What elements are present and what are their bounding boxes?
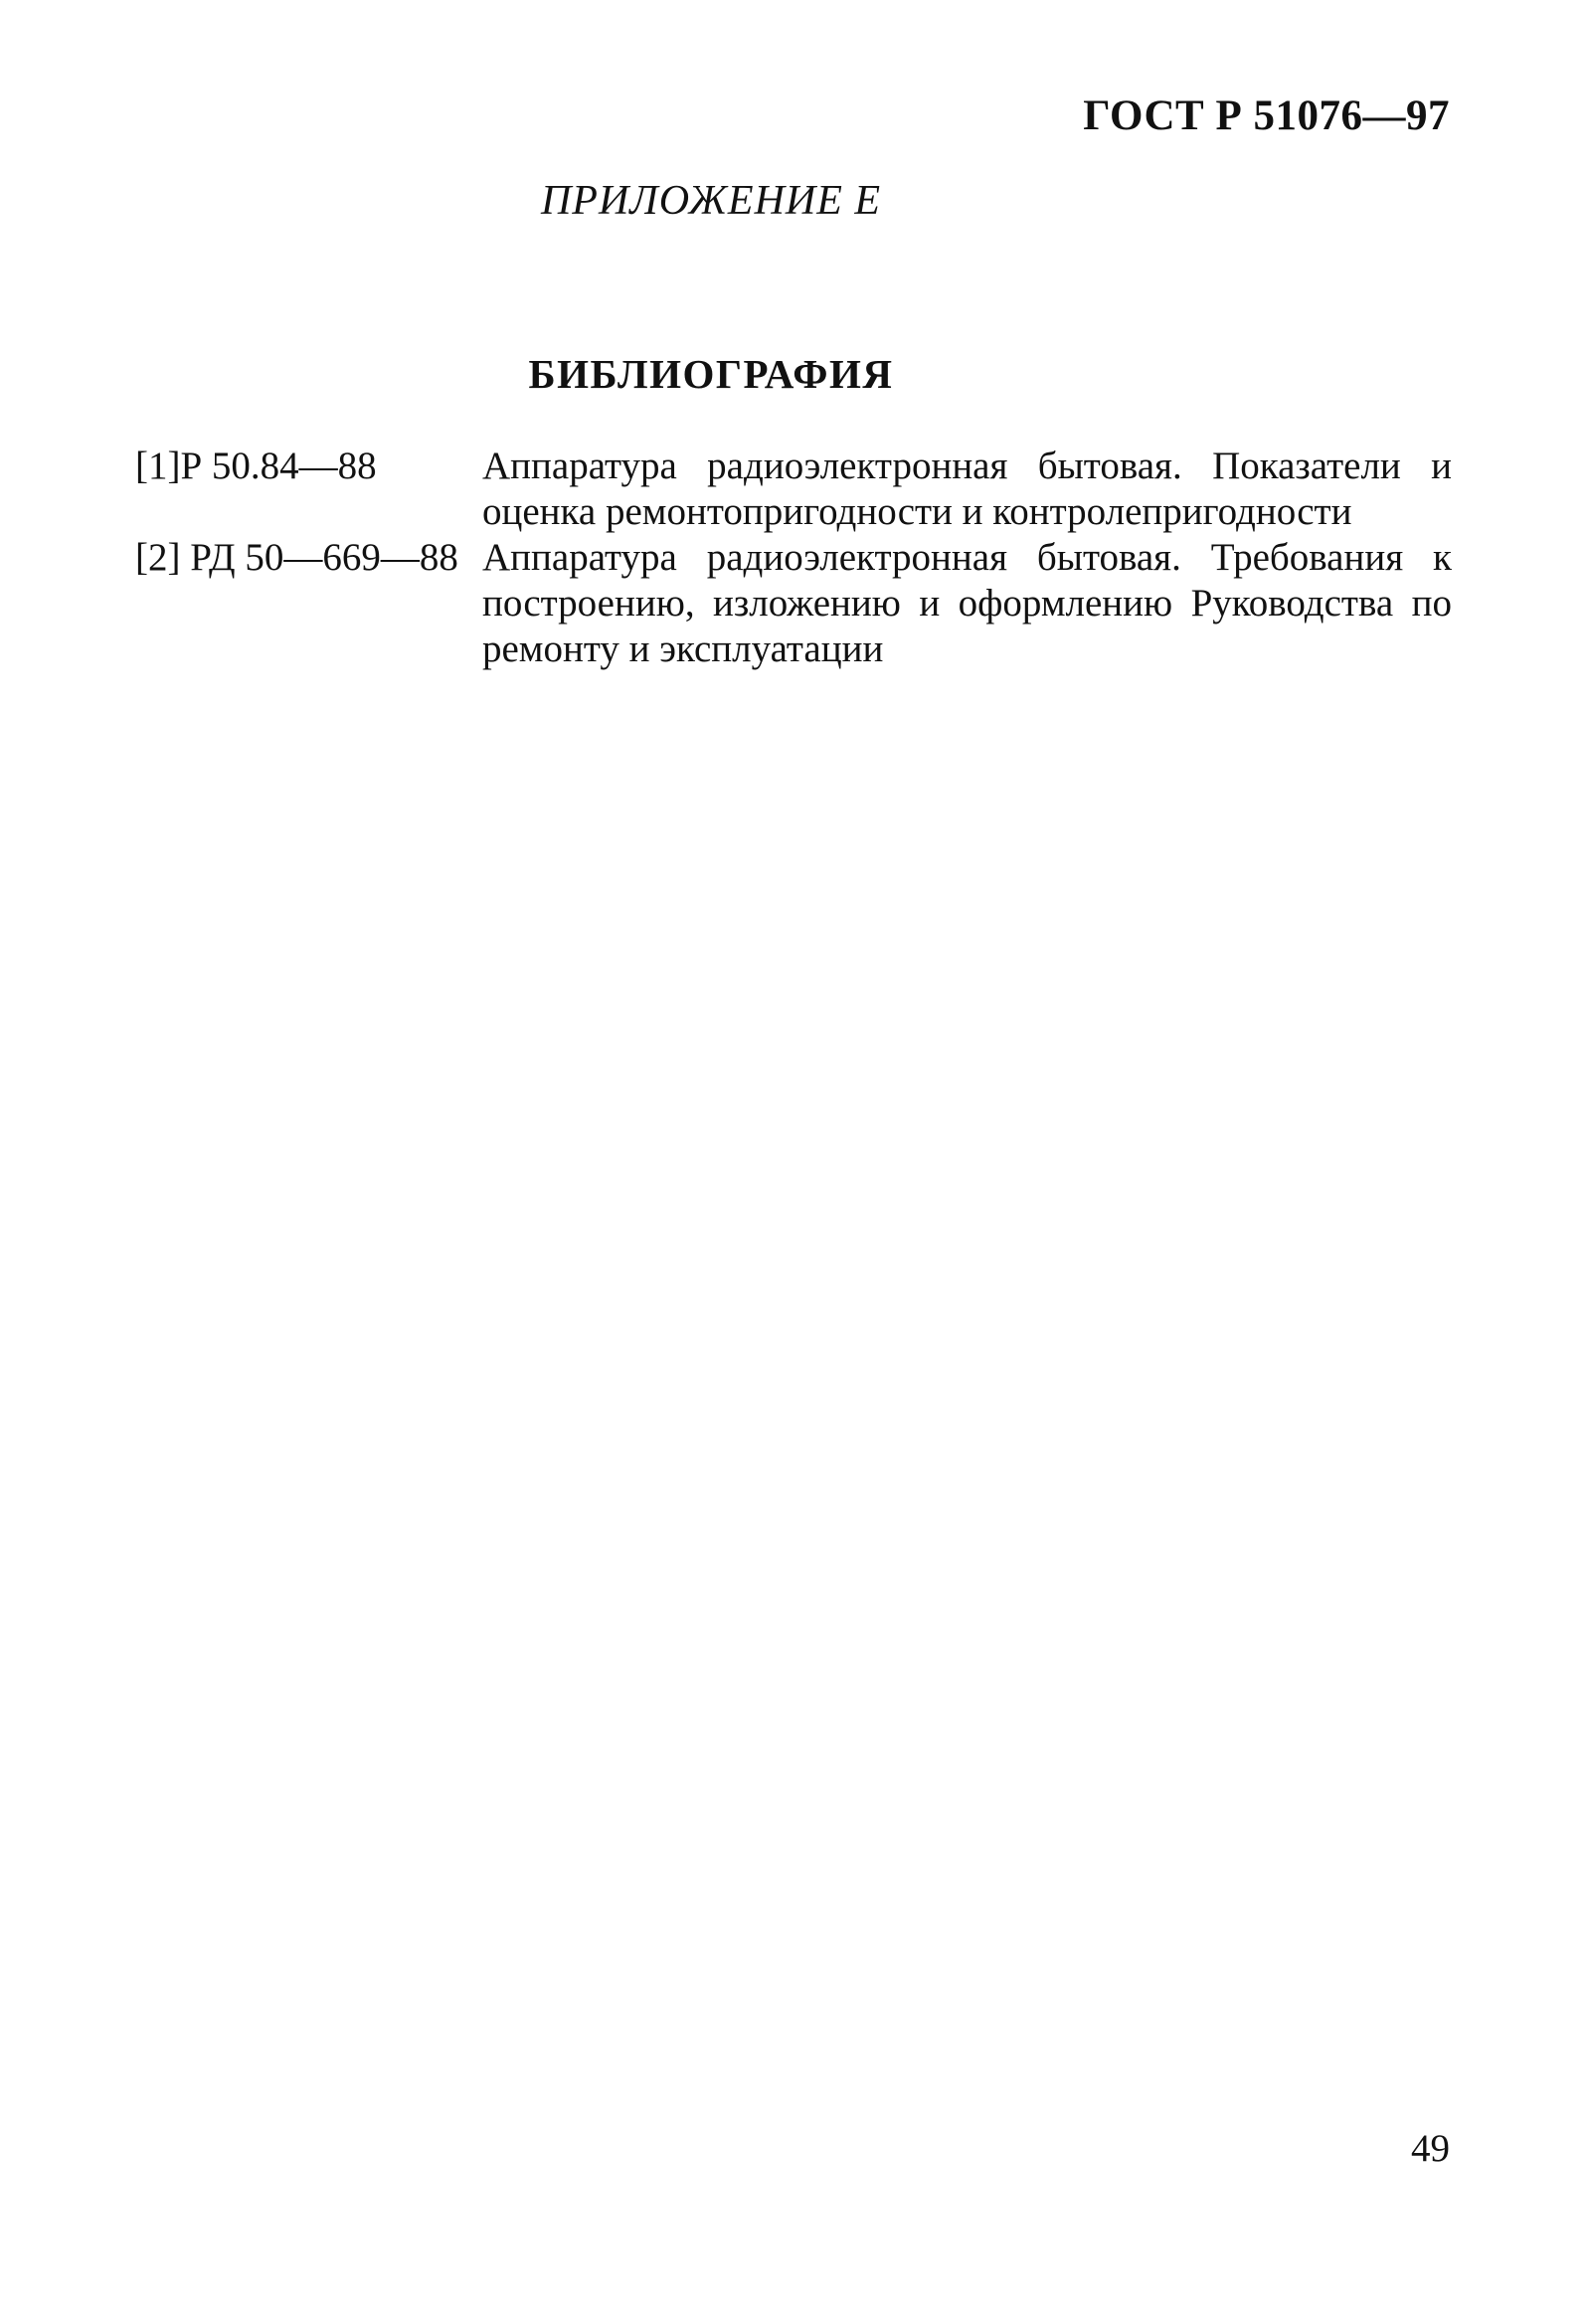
bibliography-ref: [2] РД 50—669—88 <box>135 536 458 579</box>
bibliography-ref: [1]Р 50.84—88 <box>135 445 377 487</box>
page-number: 49 <box>1411 2127 1450 2170</box>
bibliography-text: Аппаратура радиоэлектронная бытовая. Показатели и оценка ремонтопригодности и контролепригодности <box>482 445 1452 533</box>
bibliography-text: Аппаратура радиоэлектронная бытовая. Требования к построению, изложению и оформлению Руководства по ремонту и эксплуатации <box>482 536 1452 670</box>
section-title: БИБЛИОГРАФИЯ <box>528 351 894 397</box>
appendix-title: ПРИЛОЖЕНИЕ Е <box>540 178 882 224</box>
standard-code-header: ГОСТ Р 51076—97 <box>1083 92 1450 139</box>
